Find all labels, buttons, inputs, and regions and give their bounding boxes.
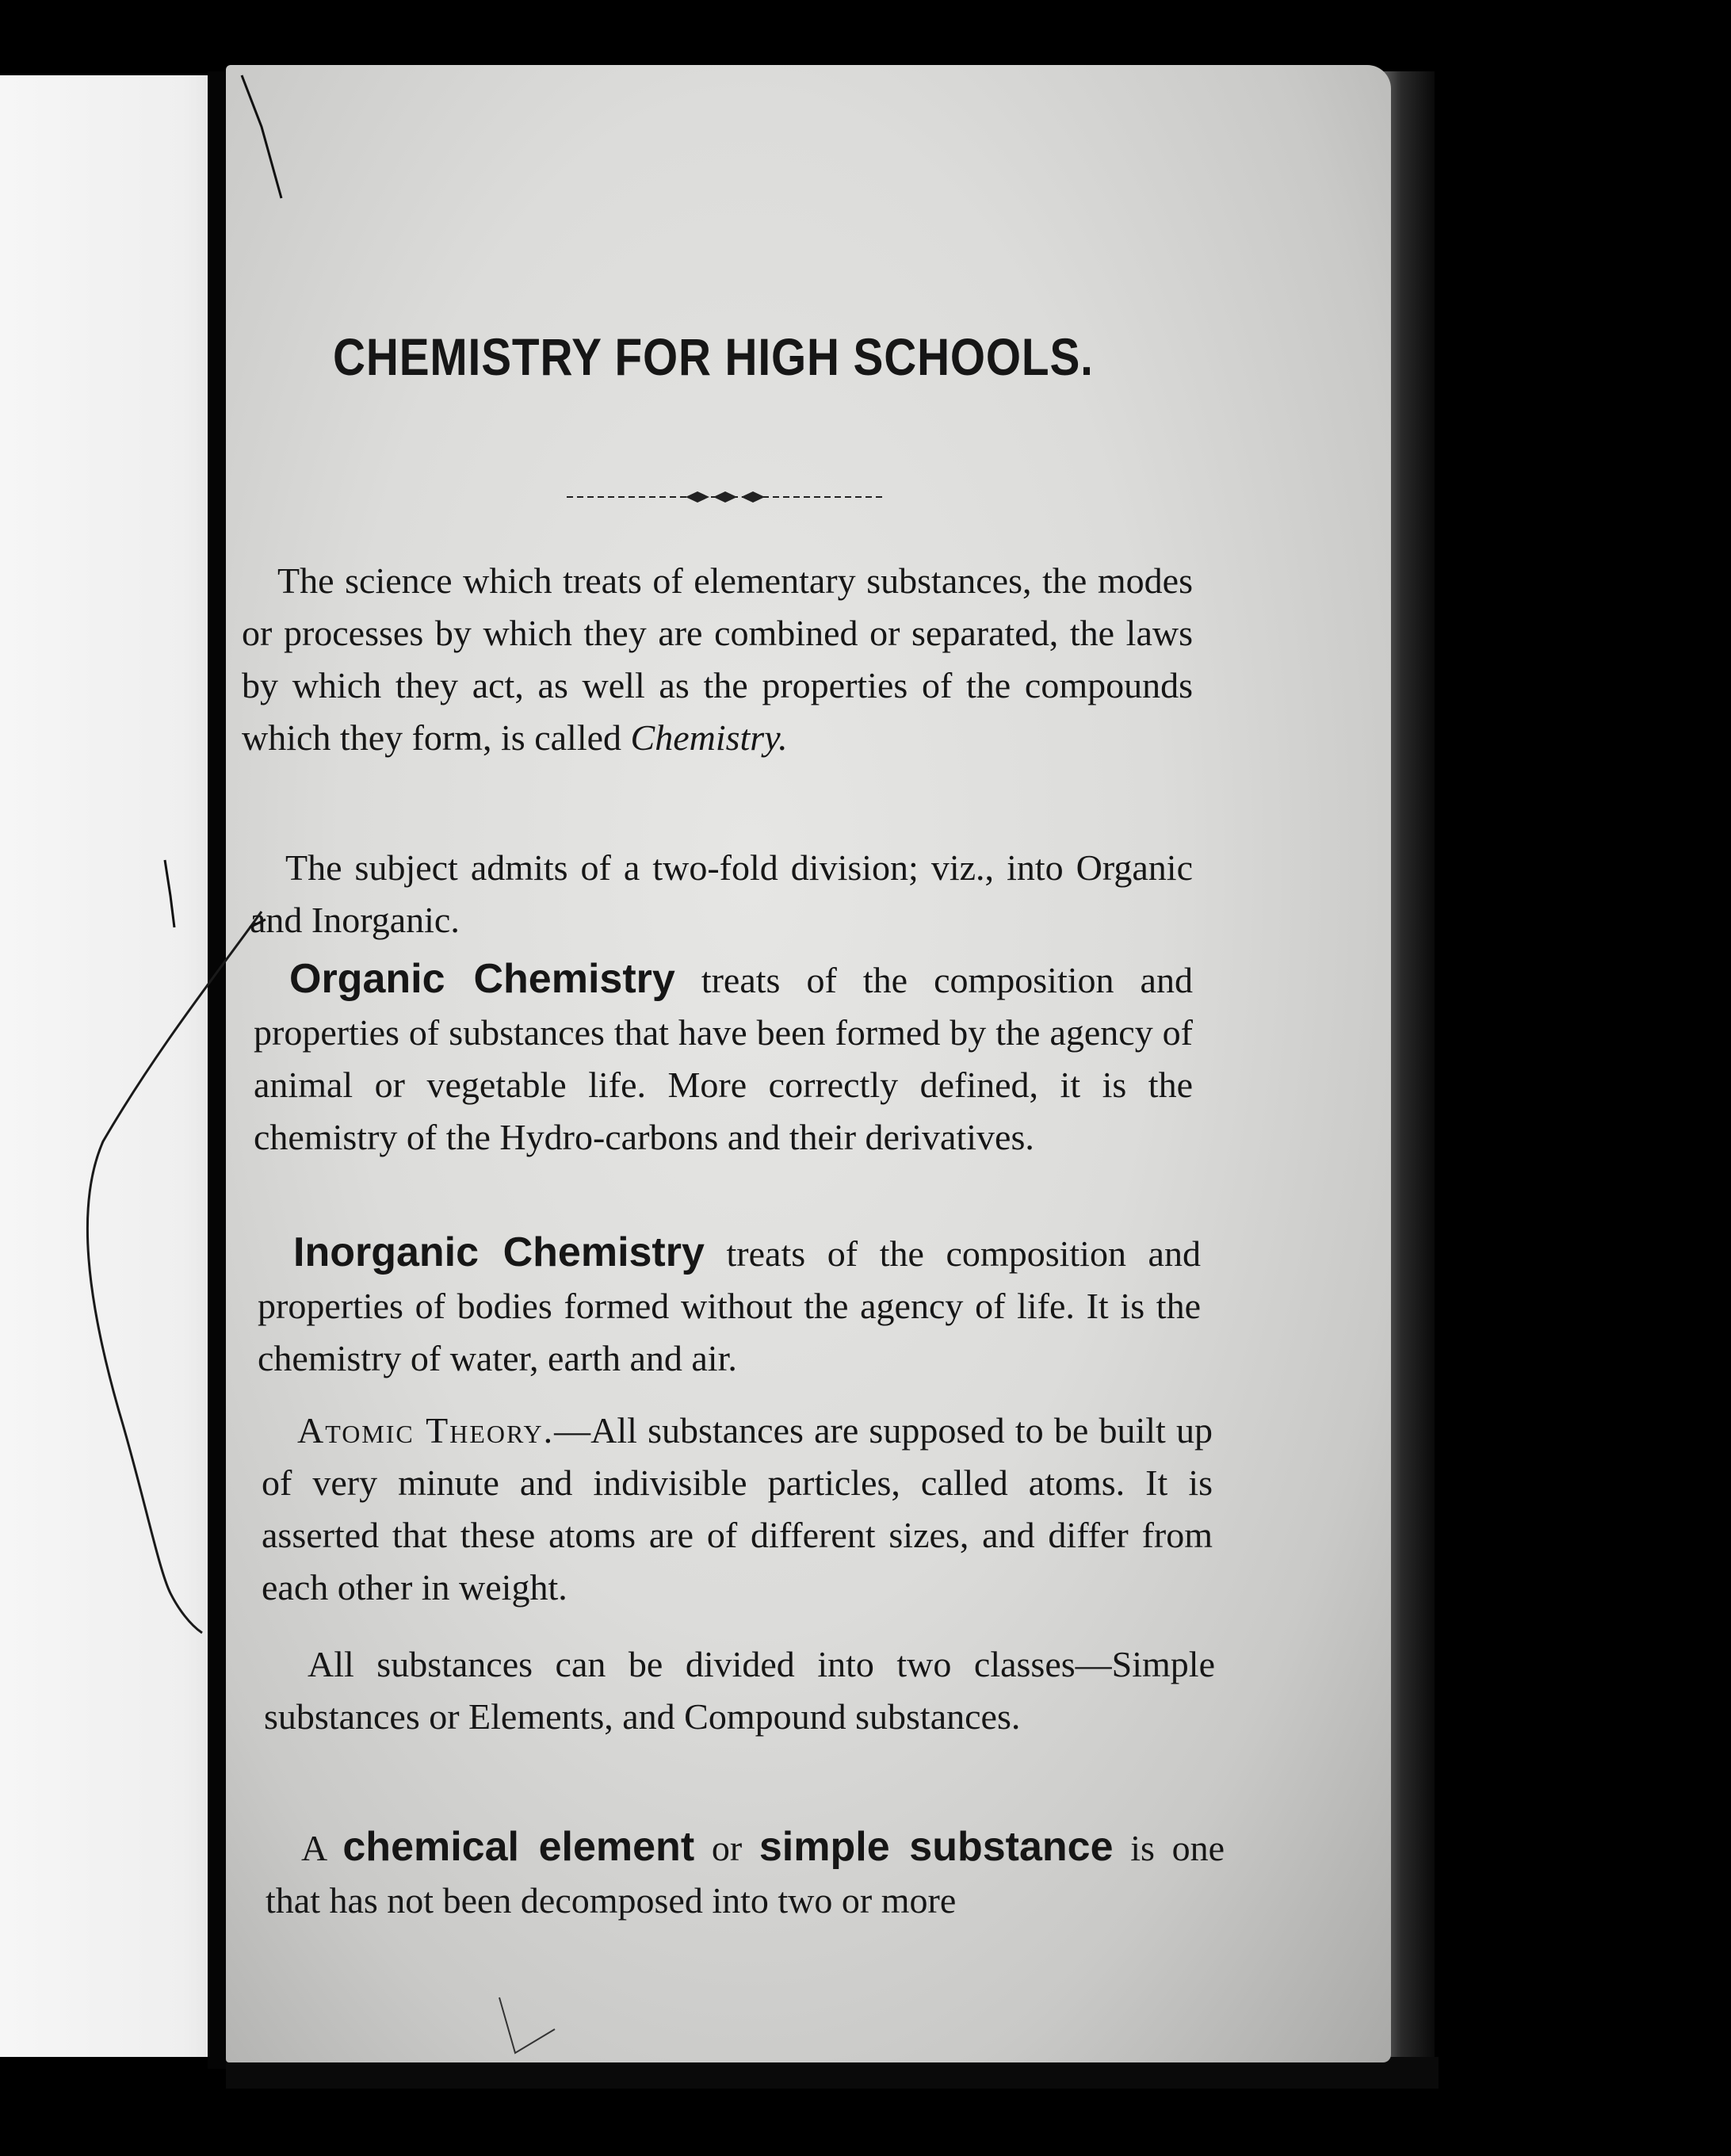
p5-text: —All substances are supposed to be built up of very minute and indivisible particles, called atoms. It is asserted that these atoms are of different sizes, and differ from each other in weight. bbox=[262, 1410, 1213, 1607]
title-ornament bbox=[567, 485, 884, 509]
p5-term: Atomic Theory. bbox=[297, 1410, 555, 1451]
p2-text: The subject admits of a two-fold division; viz., into Organic and Inorganic. bbox=[250, 847, 1193, 940]
paragraph-chemistry-definition bbox=[242, 555, 1193, 764]
p1-term: Chemistry. bbox=[630, 717, 788, 758]
p1-text: The science which treats of elementary substances, the modes or processes by which they are combined or separated, the laws by which they act, as well as the properties of the compounds which they form, is called bbox=[242, 560, 1193, 758]
p7-prefix: A bbox=[301, 1828, 343, 1868]
p7-text: is one that has not been decomposed into two or more bbox=[266, 1828, 1225, 1921]
book-page bbox=[226, 65, 1391, 2062]
p6-text: All substances can be divided into two classes—Simple substances or Elements, and Compound substances. bbox=[264, 1644, 1215, 1737]
paragraph-two-classes bbox=[264, 1638, 1215, 1743]
paragraph-chemical-element bbox=[266, 1821, 1225, 1927]
p4-term: Inorganic Chemistry bbox=[293, 1229, 705, 1275]
p7-term1: chemical element bbox=[342, 1824, 695, 1870]
page-title: CHEMISTRY FOR HIGH SCHOOLS. bbox=[333, 327, 1094, 386]
p7-term2: simple substance bbox=[759, 1824, 1114, 1870]
page-content bbox=[242, 65, 1328, 2062]
p7-mid: or bbox=[694, 1828, 759, 1868]
paragraph-inorganic-chemistry bbox=[258, 1226, 1201, 1385]
paragraph-organic-chemistry bbox=[254, 953, 1193, 1164]
paragraph-division bbox=[250, 842, 1193, 946]
p3-text: treats of the composition and properties of substances that have been formed by the agency of animal or vegetable life. More correctly defined, it is the chemistry of the Hydro-carbons and their derivatives. bbox=[254, 960, 1193, 1157]
p4-text: treats of the composition and properties of bodies formed without the agency of life. It is the chemistry of water, earth and air. bbox=[258, 1233, 1201, 1378]
paragraph-atomic-theory bbox=[262, 1405, 1213, 1614]
p3-term: Organic Chemistry bbox=[289, 956, 675, 1002]
